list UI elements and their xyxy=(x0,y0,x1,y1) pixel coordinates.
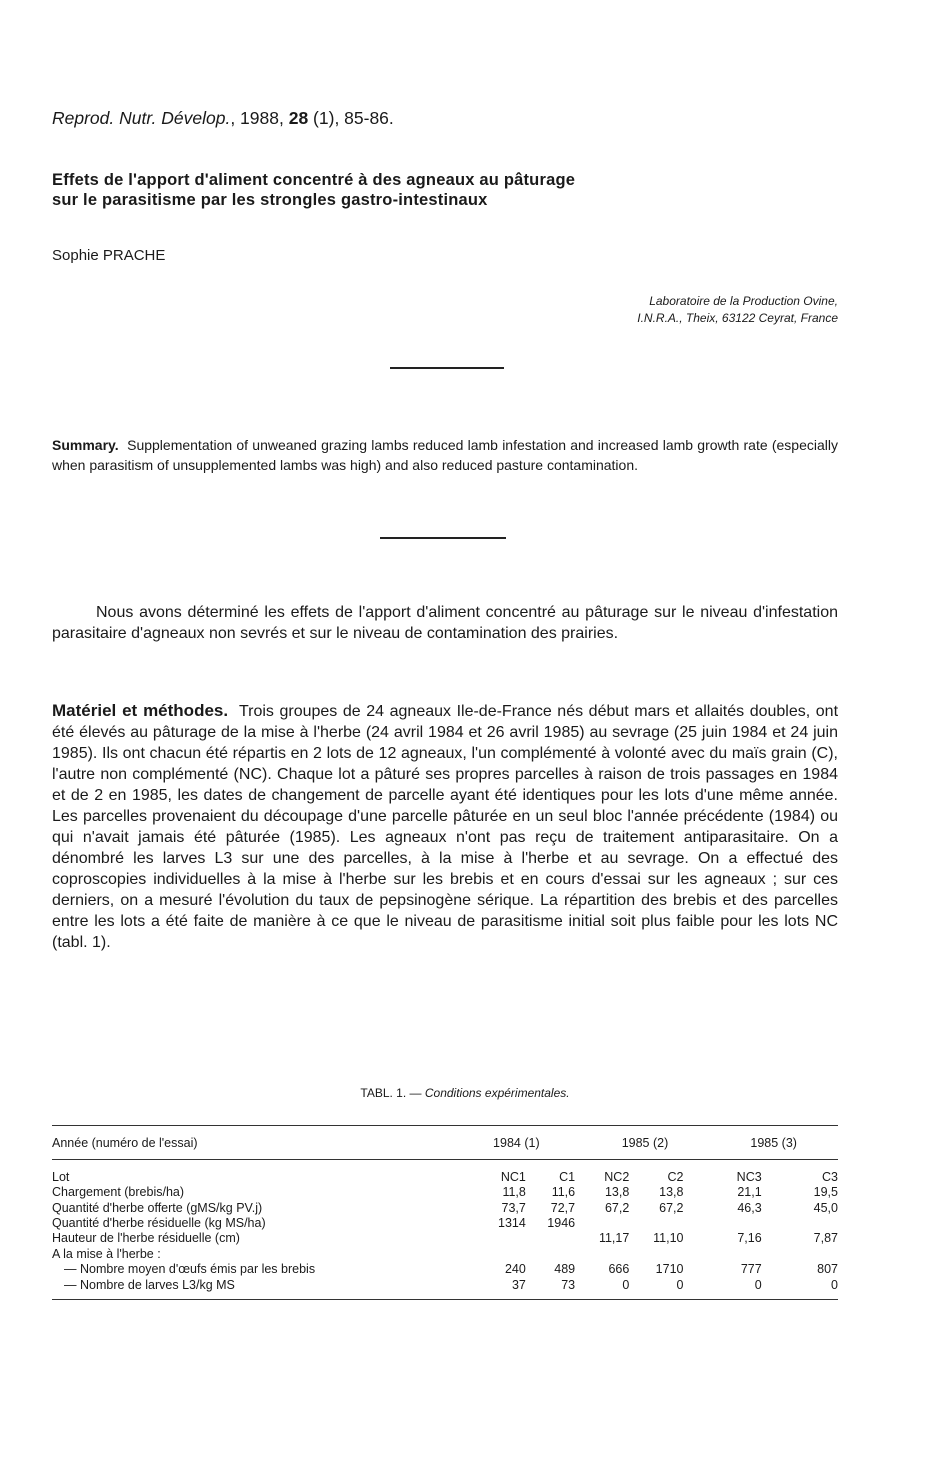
table-cell: 0 xyxy=(831,1277,838,1292)
table-cell: C3 xyxy=(822,1169,838,1184)
table-caption xyxy=(0,1086,930,1100)
table-cell: 11,8 xyxy=(502,1185,526,1200)
table-cell: 67,2 xyxy=(604,1200,630,1215)
intro-paragraph: Nous avons déterminé les effets de l'apport d'aliment concentré au pâturage sur le niveau d'infestation parasitaire d'agneaux non sevrés et sur le niveau de contamination des prairies. xyxy=(52,604,838,642)
header-group-1: 1984 (1) xyxy=(493,1136,540,1151)
summary-text: Supplementation of unweaned grazing lambs reduced lamb infestation and increased lamb growth rate (especially when parasitism of unsupplemented lambs was high) and also reduced pasture contamination. xyxy=(52,437,838,473)
row-label: Lot xyxy=(52,1169,70,1184)
table-cell: 73 xyxy=(561,1277,576,1292)
table-cell: 807 xyxy=(817,1262,838,1277)
table-cell: 1314 xyxy=(498,1216,526,1230)
table-cell: 11,10 xyxy=(653,1231,684,1246)
table-row xyxy=(52,1231,838,1246)
table-cell: NC2 xyxy=(604,1169,630,1184)
table-cell: 21,1 xyxy=(737,1185,762,1200)
row-label: Chargement (brebis/ha) xyxy=(52,1185,185,1200)
table-header-rule xyxy=(52,1159,838,1160)
table-cell: 0 xyxy=(622,1277,630,1292)
author-affiliation xyxy=(637,293,838,327)
row-label: Quantité d'herbe offerte (gMS/kg PV.j) xyxy=(52,1200,263,1215)
table-row xyxy=(52,1278,838,1293)
table-caption-text: Conditions expérimentales. xyxy=(424,1086,570,1100)
table-cell xyxy=(762,1216,838,1231)
table-cell xyxy=(683,1247,761,1262)
divider-rule xyxy=(380,537,506,539)
table-cell xyxy=(762,1247,838,1262)
conditions-table xyxy=(52,1125,838,1300)
table-cell xyxy=(629,1247,683,1262)
summary-paragraph xyxy=(52,436,838,475)
header-label: Année (numéro de l'essai) xyxy=(52,1136,198,1151)
table-body xyxy=(52,1170,838,1293)
table-cell xyxy=(629,1216,683,1231)
table-cell: 45,0 xyxy=(813,1200,838,1215)
table-cell: C1 xyxy=(559,1169,576,1184)
affiliation-line-2: I.N.R.A., Theix, 63122 Ceyrat, France xyxy=(637,311,838,325)
table-cell: 37 xyxy=(511,1277,526,1292)
table-row xyxy=(52,1170,838,1185)
table-cell: 67,2 xyxy=(659,1200,684,1215)
summary-heading: Summary. xyxy=(52,437,119,453)
table-cell: 489 xyxy=(554,1262,576,1277)
table-cell: 777 xyxy=(740,1262,762,1277)
author-name: Sophie PRACHE xyxy=(52,247,166,264)
table-cell: 0 xyxy=(754,1277,762,1292)
journal-citation xyxy=(52,108,394,129)
table-caption-label: TABL. 1. — xyxy=(360,1086,425,1100)
row-label: — Nombre moyen d'œufs émis par les brebis xyxy=(64,1262,316,1277)
table-top-rule xyxy=(52,1125,838,1126)
table-cell: NC3 xyxy=(736,1169,762,1184)
row-label: Hauteur de l'herbe résiduelle (cm) xyxy=(52,1231,240,1246)
table-cell xyxy=(575,1247,629,1262)
row-label: — Nombre de larves L3/kg MS xyxy=(64,1277,235,1292)
table-cell xyxy=(575,1216,629,1231)
table-row xyxy=(52,1262,838,1277)
table-cell: 11,17 xyxy=(598,1231,630,1246)
table-grid xyxy=(52,1136,838,1151)
title-line-2: sur le parasitisme par les strongles gastro-intestinaux xyxy=(52,191,488,209)
table-cell: C2 xyxy=(667,1169,684,1184)
divider-rule xyxy=(390,367,504,369)
methods-paragraph xyxy=(52,700,838,953)
table-cell xyxy=(459,1247,526,1262)
row-label: A la mise à l'herbe : xyxy=(52,1246,161,1261)
table-cell: 7,87 xyxy=(813,1231,838,1246)
table-cell: 13,8 xyxy=(659,1185,684,1200)
table-cell: 19,5 xyxy=(813,1185,838,1200)
row-label: Quantité d'herbe résiduelle (kg MS/ha) xyxy=(52,1216,266,1230)
header-group-2: 1985 (2) xyxy=(621,1136,669,1151)
table-cell xyxy=(683,1216,761,1231)
table-header-row xyxy=(52,1136,838,1151)
journal-name: Reprod. Nutr. Dévelop. xyxy=(52,108,231,128)
table-bottom-rule xyxy=(52,1299,838,1300)
table-cell: 13,8 xyxy=(604,1185,630,1200)
methods-heading: Matériel et méthodes. xyxy=(52,701,229,720)
citation-year: , 1988, xyxy=(230,108,289,128)
article-title xyxy=(52,170,872,210)
table-row xyxy=(52,1216,838,1231)
table-row xyxy=(52,1201,838,1216)
title-line-1: Effets de l'apport d'aliment concentré à des agneaux au pâturage xyxy=(52,171,576,189)
table-cell: 46,3 xyxy=(737,1200,762,1215)
table-row xyxy=(52,1185,838,1200)
table-cell: 7,16 xyxy=(737,1231,762,1246)
table-cell: 666 xyxy=(608,1262,630,1277)
table-cell xyxy=(526,1247,575,1262)
affiliation-line-1: Laboratoire de la Production Ovine, xyxy=(649,294,838,308)
citation-volume: 28 xyxy=(288,108,309,128)
table-cell xyxy=(526,1231,575,1246)
methods-text: Trois groupes de 24 agneaux Ile-de-France nés début mars et allaités doubles, ont été élevés au pâturage de la mise à l'herbe (24 avril 1984 et 26 avril 1985) au sevrage (25 juin 1984 et 24 juin 1985). Ils ont chacun été répartis en 2 lots de 12 agneaux, l'un complémenté à volonté avec du maïs grain (C), l'autre non complémenté (NC). Chaque lot a pâturé ses propres parcelles à raison de trois passages en 1984 et de 2 en 1985, les dates de changement de parcelle ayant été identiques pour les lots d'une même année. Les parcelles provenaient du découpage d'une parcelle pâturée en un seul bloc l'année précédente (1984) ou qui n'avait jamais été pâturée (1985). Les agneaux n'ont pas reçu de traitement antiparasitaire. On a dénombré les larves L3 sur une des parcelles, à la mise à l'herbe et au sevrage. On a effectué des coproscopies individuelles à la mise à l'herbe sur les brebis et en cours d'essai sur les agneaux ; sur ces derniers, on a mesuré l'évolution du taux de pepsinogène sérique. La répartition des brebis et des parcelles entre les lots a été faite de manière à ce que le niveau de parasitisme initial soit plus faible pour les lots NC (tabl. 1). xyxy=(52,703,839,951)
header-group-3: 1985 (3) xyxy=(750,1136,797,1151)
table-cell: 73,7 xyxy=(501,1200,526,1215)
table-cell: 1946 xyxy=(547,1216,576,1230)
table-cell: NC1 xyxy=(500,1169,526,1184)
table-row xyxy=(52,1247,838,1262)
table-cell: 240 xyxy=(504,1262,526,1277)
table-cell: 0 xyxy=(676,1277,684,1292)
table-cell: 72,7 xyxy=(550,1200,576,1215)
citation-issue-pages: (1), 85-86. xyxy=(308,108,394,128)
table-cell: 11,6 xyxy=(551,1185,576,1200)
table-cell: 1710 xyxy=(655,1262,684,1277)
table-cell xyxy=(459,1231,526,1246)
